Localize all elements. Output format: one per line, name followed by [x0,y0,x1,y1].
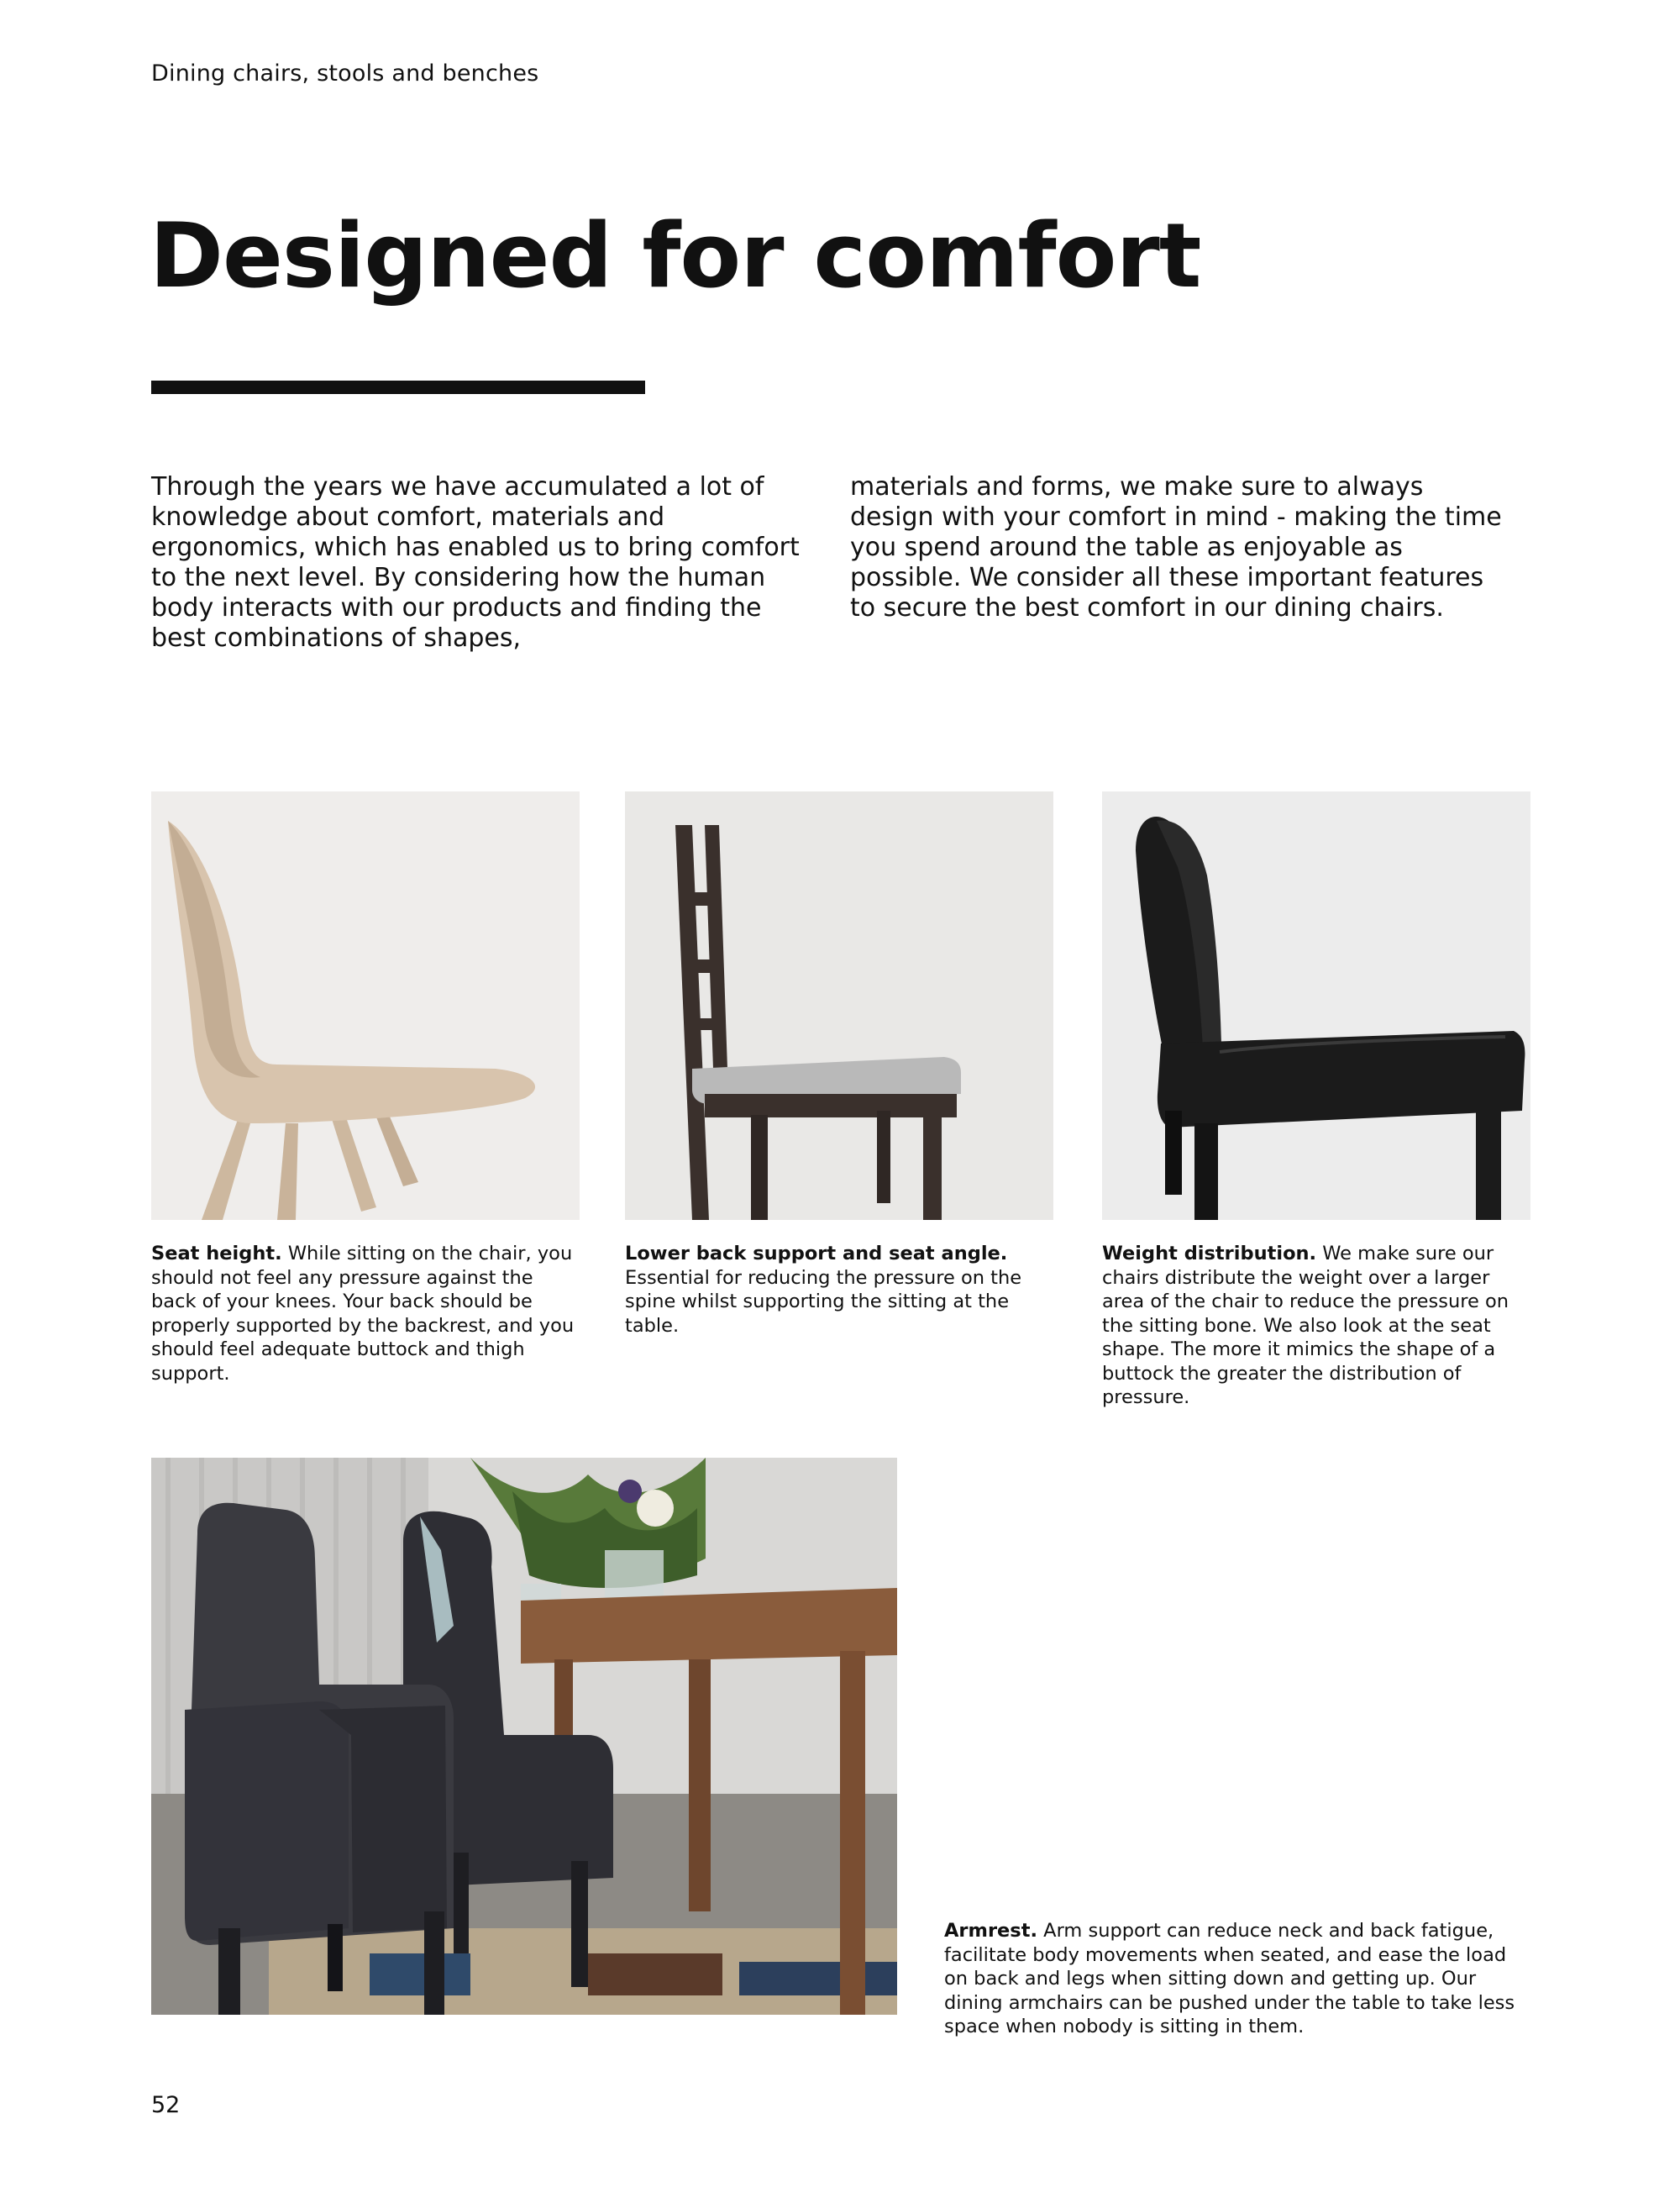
page-number: 52 [151,2092,181,2118]
page-title: Designed for comfort [150,204,1201,308]
photo-black-leather-chair [1102,791,1530,1220]
photo-beige-shell-chair [151,791,580,1220]
feature-heading: Weight distribution. [1102,1243,1317,1264]
feature-caption-seat-height [151,1242,580,1385]
title-underline [151,381,645,394]
feature-caption-lower-back [625,1242,1053,1338]
intro-column-2: materials and forms, we make sure to always design with your comfort in mind - making the time you spend around the table as enjoyable as possible. We consider all these important features to secure the best comfort in our dining chairs. [850,472,1502,623]
feature-text: Arm support can reduce neck and back fatigue, facilitate body movements when seated, and ease the load on back and legs when sitting down and getting up. Our dining armchairs can be pushed under the table to take less space when nobody is sitting in them. [944,1920,1515,2037]
feature-heading: Armrest. [944,1920,1038,1942]
feature-caption-armrest [944,1919,1532,2039]
feature-text: While sitting on the chair, you should not feel any pressure against the back of your knees. Your back should be properly supported by the backrest, and you should feel adequate buttock and thigh support. [151,1243,575,1385]
photo-wooden-chair-grey-seat [625,791,1053,1220]
feature-text: Essential for reducing the pressure on the spine whilst supporting the sitting at the table. [625,1266,1022,1337]
feature-heading: Seat height. [151,1243,282,1264]
feature-caption-weight-distribution [1102,1242,1530,1410]
section-label: Dining chairs, stools and benches [151,60,539,87]
photo-armchairs-dining-table [151,1458,897,2015]
feature-text: We make sure our chairs distribute the weight over a larger area of the chair to reduce the pressure on the sitting bone. We also look at the seat shape. The more it mimics the shape of a buttock the greater the distribution of pressure. [1102,1243,1509,1408]
intro-column-1: Through the years we have accumulated a lot of knowledge about comfort, materials and ergonomics, which has enabled us to bring comfort to the next level. By considering how the human body interacts with our products and finding the best combinations of shapes, [151,472,800,653]
feature-heading: Lower back support and seat angle. [625,1243,1008,1264]
